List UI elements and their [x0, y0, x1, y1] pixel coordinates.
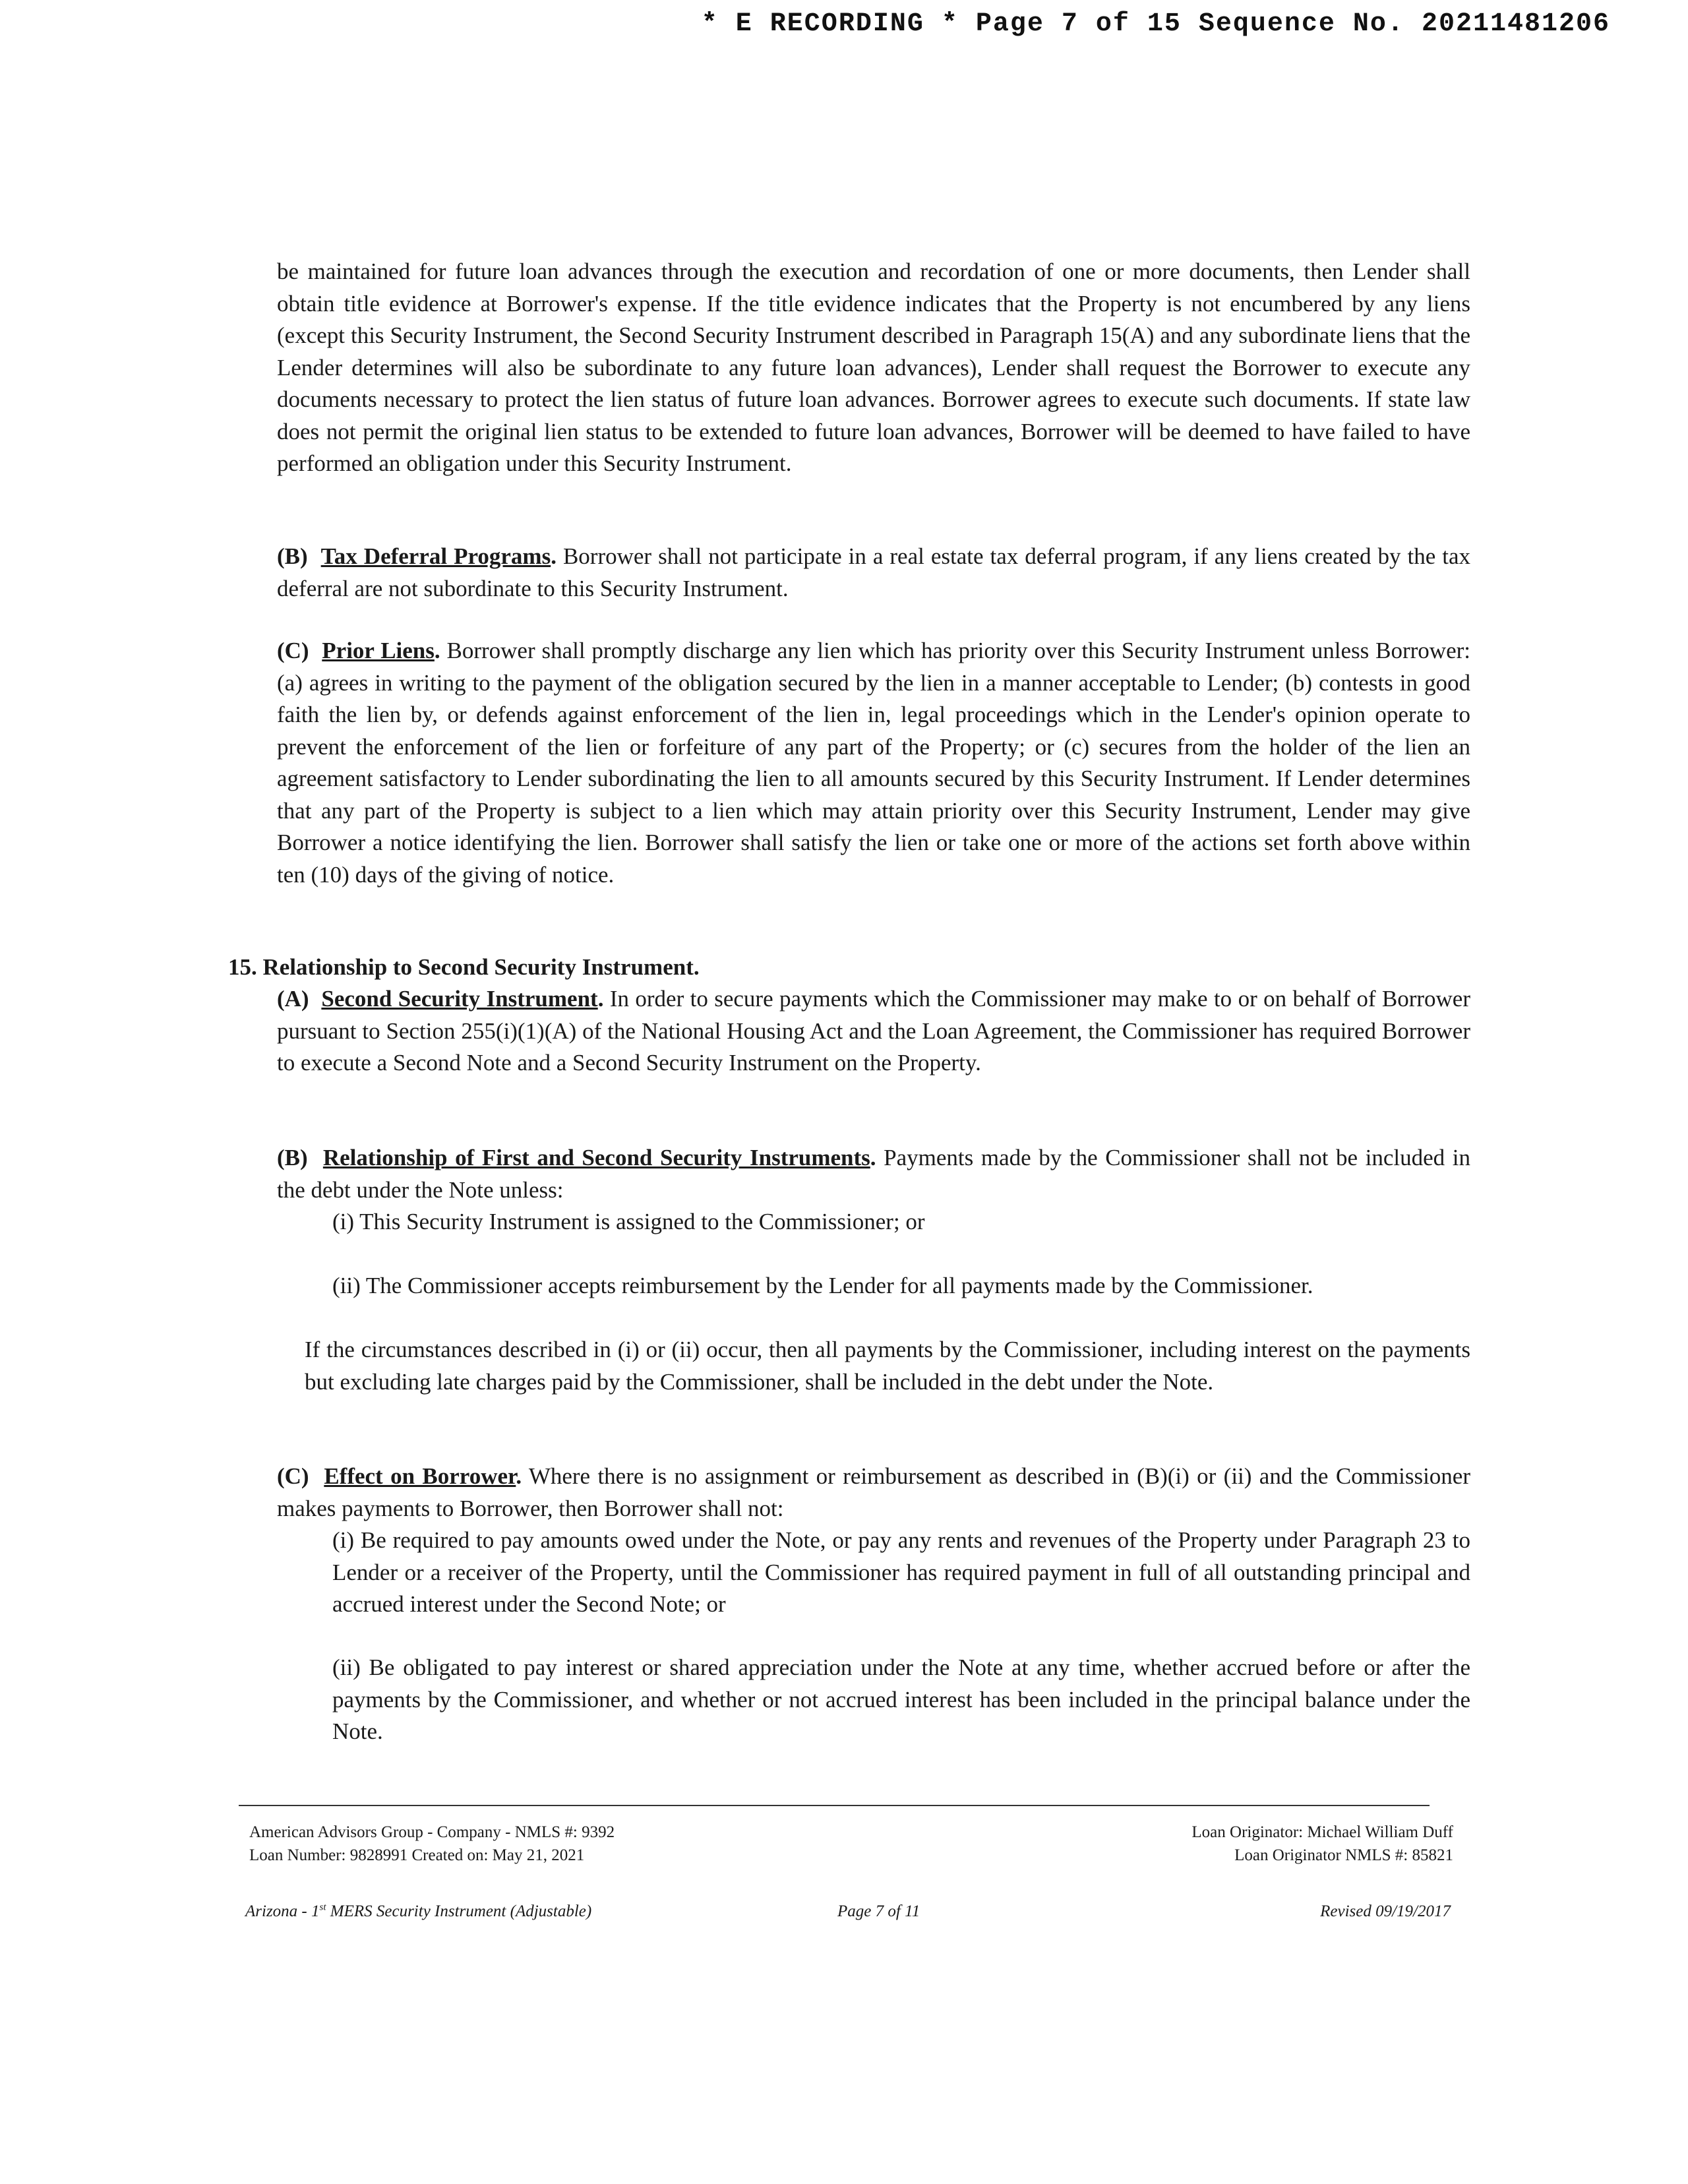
paragraph-title: Tax Deferral Programs: [320, 543, 551, 569]
list-item-ii: (ii) Be obligated to pay interest or shared appreciation under the Note at any time, whether accrued before or after the payments by the Commissioner, and whether or not accrued interest has been included in the principal balance under the Note.: [332, 1654, 1470, 1744]
paragraph-body: Borrower shall promptly discharge any lien which has priority over this Security Instrument unless Borrower: (a) agrees in writing to the payment of the obligation secured by the lien in a manner acceptable to Lender; (b) contests in good faith the lien by, or defends against enforcement of the lien in, legal proceedings which in the Lender's opinion operate to prevent the enforcement of the lien or forfeiture of any part of the Property; or (c) secures from the holder of the lien an agreement satisfactory to Lender subordinating the lien to all amounts secured by this Security Instrument. If Lender determines that any part of the Property is subject to a lien which may attain priority over this Security Instrument, Lender may give Borrower a notice identifying the lien. Borrower shall satisfy the lien or take one or more of the actions set forth above within ten (10) days of the giving of notice.: [277, 638, 1470, 888]
form-suffix: MERS Security Instrument (Adjustable): [326, 1902, 592, 1920]
paragraph-relationship: (B) Relationship of First and Second Security Instruments. Payments made by the Commissioner shall not be included in the debt under the Note unless:: [277, 1145, 1470, 1203]
footer-form-name: [245, 1900, 591, 1922]
paragraph-label: (C): [277, 638, 309, 663]
paragraph-label: (C): [277, 1463, 309, 1489]
paragraph-second-security: (A) Second Security Instrument. In order to secure payments which the Commissioner may make to or on behalf of Borrower pursuant to Section 255(i)(1)(A) of the National Housing Act and the Loan Agreement, the Commissioner has required Borrower to execute a Second Note and a Second Security Instrument on the Property.: [277, 986, 1470, 1076]
paragraph-label: (B): [277, 1145, 308, 1170]
paragraph-continuation: be maintained for future loan advances through the execution and recordation of one or more documents, then Lender shall obtain title evidence at Borrower's expense. If the title evidence indicates that the Property is not encumbered by any liens (except this Security Instrument, the Second Security Instrument described in Paragraph 15(A) and any subordinate liens that the Lender determines will also be subordinate to any future loan advances), Lender shall request the Borrower to execute any documents necessary to protect the lien status of future loan advances. Borrower agrees to execute such documents. If state law does not permit the original lien status to be extended to future loan advances, Borrower will be deemed to have failed to have performed an obligation under this Security Instrument.: [277, 258, 1470, 476]
paragraph-prior-liens: (C) Prior Liens. Borrower shall promptly discharge any lien which has priority over this Security Instrument unless Borrower: (a) agrees in writing to the payment of the obligation secured by the lien in a manner acceptable to Lender; (b) contests in good faith the lien by, or defends against enforcement of the lien in, legal proceedings which in the Lender's opinion operate to prevent the enforcement of the lien or forfeiture of any part of the Property; or (c) secures from the holder of the lien an agreement satisfactory to Lender subordinating the lien to all amounts secured by this Security Instrument. If Lender determines that any part of the Property is subject to a lien which may attain priority over this Security Instrument, Lender may give Borrower a notice identifying the lien. Borrower shall satisfy the lien or take one or more of the actions set forth above within ten (10) days of the giving of notice.: [277, 638, 1470, 888]
footer-originator: Loan Originator: Michael William Duff: [1191, 1823, 1453, 1841]
paragraph-label: (A): [277, 986, 309, 1012]
paragraph-body: In order to secure payments which the Commissioner may make to or on behalf of Borrower pursuant to Section 255(i)(1)(A) of the National Housing Act and the Loan Agreement, the Commissioner has required Borrower to execute a Second Note and a Second Security Instrument on the Property.: [277, 986, 1470, 1076]
list-item-i: (i) Be required to pay amounts owed under the Note, or pay any rents and revenues of the Property under Paragraph 23 to Lender or a receiver of the Property, until the Commissioner has required payment in full of all outstanding principal and accrued interest under the Second Note; or: [332, 1527, 1470, 1617]
list-item-i: (i) This Security Instrument is assigned to the Commissioner; or: [332, 1209, 925, 1234]
list-item-ii: (ii) The Commissioner accepts reimbursement by the Lender for all payments made by the Commissioner.: [332, 1273, 1313, 1298]
paragraph-body: Payments made by the Commissioner shall not be included in the debt under the Note unless:: [277, 1145, 1470, 1203]
paragraph-effect-on-borrower: (C) Effect on Borrower. Where there is no assignment or reimbursement as described in (B)(i) or (ii) and the Commissioner makes payments to Borrower, then Borrower shall not:: [277, 1463, 1470, 1521]
paragraph-tax-deferral: (B) Tax Deferral Programs. Borrower shall not participate in a real estate tax deferral program, if any liens created by the tax deferral are not subordinate to this Security Instrument.: [277, 543, 1470, 601]
paragraph-label: (B): [277, 543, 308, 569]
paragraph-body: Borrower shall not participate in a real estate tax deferral program, if any liens created by the tax deferral are not subordinate to this Security Instrument.: [277, 543, 1470, 601]
form-superscript: st: [319, 1902, 326, 1913]
paragraph-title: Relationship of First and Second Security Instruments: [322, 1145, 870, 1170]
paragraph-body: Where there is no assignment or reimbursement as described in (B)(i) or (ii) and the Commissioner makes payments to Borrower, then Borrower shall not:: [277, 1463, 1470, 1521]
recording-header: * E RECORDING * Page 7 of 15 Sequence No. 20211481206: [701, 9, 1610, 39]
footer-company: American Advisors Group - Company - NMLS #: 9392: [249, 1823, 615, 1841]
paragraph-title: Second Security Instrument: [321, 986, 598, 1012]
form-prefix: Arizona - 1: [245, 1902, 320, 1920]
footer-revised: Revised 09/19/2017: [1320, 1902, 1451, 1920]
footer-divider: [239, 1805, 1430, 1806]
footer-loan-number: Loan Number: 9828991 Created on: May 21, 2021: [249, 1846, 585, 1864]
paragraph-circumstances: If the circumstances described in (i) or (ii) occur, then all payments by the Commissioner, including interest on the payments but excluding late charges paid by the Commissioner, shall be included in the debt under the Note.: [305, 1337, 1470, 1395]
paragraph-title: Effect on Borrower: [324, 1463, 516, 1489]
section-heading: 15. Relationship to Second Security Instrument.: [228, 954, 700, 980]
footer-originator-nmls: Loan Originator NMLS #: 85821: [1234, 1846, 1453, 1864]
paragraph-title: Prior Liens: [322, 638, 435, 663]
footer-page-number: Page 7 of 11: [837, 1902, 920, 1920]
